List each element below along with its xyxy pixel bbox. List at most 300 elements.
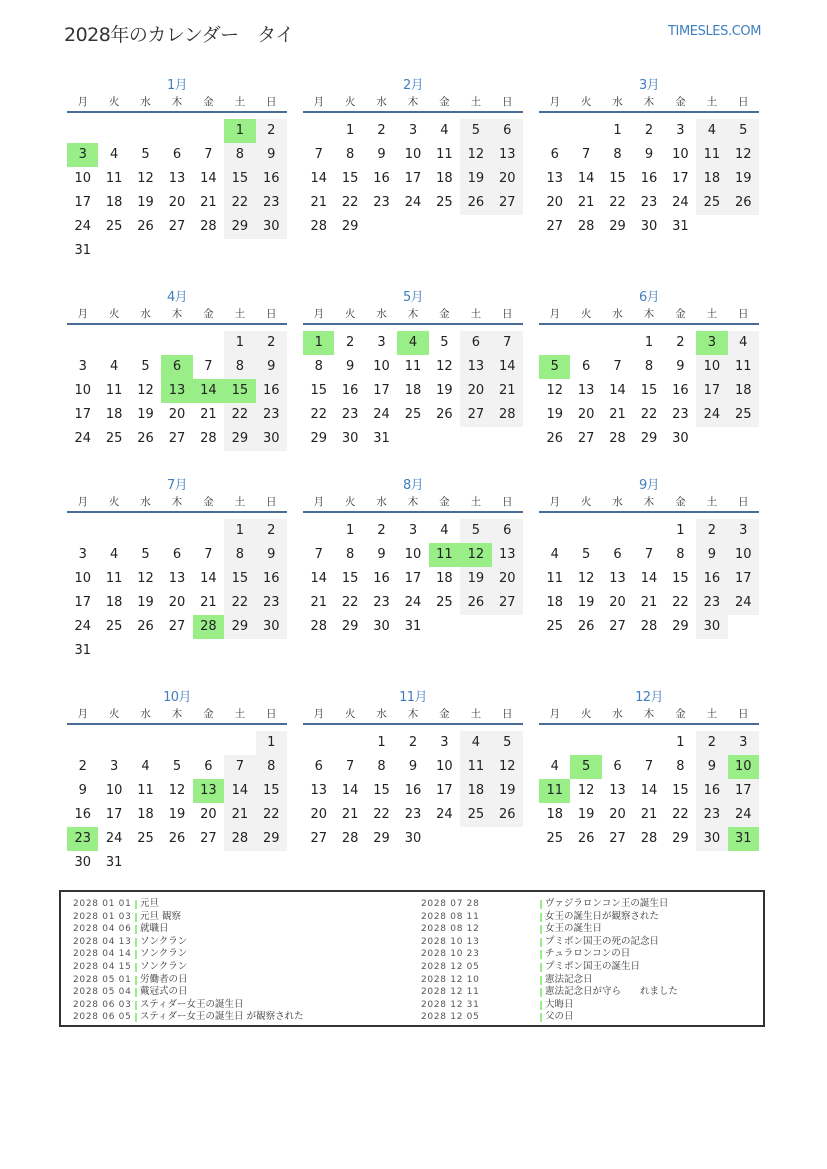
- holiday-day-cell[interactable]: 4: [397, 331, 428, 355]
- day-cell[interactable]: 20: [492, 167, 523, 191]
- day-cell[interactable]: 29: [310, 431, 327, 446]
- day-cell[interactable]: 15: [672, 783, 689, 798]
- day-cell[interactable]: 14: [224, 779, 255, 803]
- day-cell[interactable]: 13: [577, 383, 595, 398]
- day-cell[interactable]: 10: [436, 759, 453, 774]
- day-cell[interactable]: 29: [672, 831, 689, 846]
- day-cell[interactable]: 24: [728, 803, 759, 827]
- day-cell[interactable]: 2: [696, 731, 727, 755]
- day-cell[interactable]: 24: [672, 195, 689, 210]
- day-cell[interactable]: 6: [550, 147, 559, 162]
- day-cell[interactable]: 3: [676, 123, 685, 138]
- day-cell[interactable]: 11: [696, 143, 727, 167]
- day-cell[interactable]: 26: [168, 831, 186, 846]
- day-cell[interactable]: 3: [728, 519, 759, 543]
- day-cell[interactable]: 19: [137, 407, 154, 422]
- day-cell[interactable]: 22: [310, 407, 327, 422]
- day-cell[interactable]: 31: [373, 431, 390, 446]
- day-cell[interactable]: 18: [105, 195, 123, 210]
- day-cell[interactable]: 22: [224, 403, 255, 427]
- day-cell[interactable]: 18: [728, 379, 759, 403]
- day-cell[interactable]: 31: [404, 619, 422, 634]
- day-cell[interactable]: 14: [310, 571, 327, 586]
- day-cell[interactable]: 16: [696, 567, 727, 591]
- day-cell[interactable]: 13: [609, 571, 626, 586]
- day-cell[interactable]: 10: [404, 147, 422, 162]
- day-cell[interactable]: 13: [609, 783, 626, 798]
- day-cell[interactable]: 12: [137, 383, 154, 398]
- day-cell[interactable]: 30: [672, 431, 689, 446]
- day-cell[interactable]: 10: [373, 359, 390, 374]
- day-cell[interactable]: 12: [728, 143, 759, 167]
- day-cell[interactable]: 12: [577, 571, 595, 586]
- day-cell[interactable]: 11: [546, 571, 563, 586]
- day-cell[interactable]: 9: [408, 759, 418, 774]
- day-cell[interactable]: 26: [492, 803, 523, 827]
- day-cell[interactable]: 11: [460, 755, 491, 779]
- day-cell[interactable]: 25: [546, 831, 563, 846]
- day-cell[interactable]: 19: [436, 383, 453, 398]
- day-cell[interactable]: 19: [460, 167, 491, 191]
- day-cell[interactable]: 23: [256, 591, 287, 615]
- day-cell[interactable]: 21: [310, 595, 327, 610]
- day-cell[interactable]: 2: [78, 759, 87, 774]
- day-cell[interactable]: 11: [137, 783, 154, 798]
- day-cell[interactable]: 2: [676, 335, 685, 350]
- day-cell[interactable]: 29: [256, 827, 287, 851]
- holiday-day-cell[interactable]: 6: [161, 355, 192, 379]
- day-cell[interactable]: 28: [200, 219, 217, 234]
- holiday-day-cell[interactable]: 13: [161, 379, 192, 403]
- day-cell[interactable]: 12: [137, 571, 154, 586]
- day-cell[interactable]: 17: [436, 783, 453, 798]
- day-cell[interactable]: 23: [256, 403, 287, 427]
- day-cell[interactable]: 28: [310, 219, 327, 234]
- day-cell[interactable]: 27: [168, 431, 186, 446]
- day-cell[interactable]: 5: [141, 547, 150, 562]
- day-cell[interactable]: 24: [74, 619, 91, 634]
- day-cell[interactable]: 8: [377, 759, 386, 774]
- day-cell[interactable]: 27: [460, 403, 491, 427]
- day-cell[interactable]: 14: [200, 171, 217, 186]
- day-cell[interactable]: 6: [314, 759, 323, 774]
- day-cell[interactable]: 2: [408, 735, 418, 750]
- day-cell[interactable]: 3: [408, 523, 418, 538]
- day-cell[interactable]: 4: [440, 523, 449, 538]
- day-cell[interactable]: 9: [377, 547, 386, 562]
- day-cell[interactable]: 14: [640, 571, 658, 586]
- day-cell[interactable]: 15: [341, 571, 359, 586]
- day-cell[interactable]: 20: [168, 407, 186, 422]
- day-cell[interactable]: 26: [436, 407, 453, 422]
- day-cell[interactable]: 18: [436, 571, 453, 586]
- day-cell[interactable]: 30: [696, 827, 727, 851]
- day-cell[interactable]: 20: [310, 807, 327, 822]
- day-cell[interactable]: 12: [546, 383, 563, 398]
- day-cell[interactable]: 28: [200, 431, 217, 446]
- day-cell[interactable]: 14: [609, 383, 626, 398]
- day-cell[interactable]: 1: [676, 735, 685, 750]
- day-cell[interactable]: 2: [696, 519, 727, 543]
- day-cell[interactable]: 27: [609, 619, 626, 634]
- day-cell[interactable]: 1: [676, 523, 685, 538]
- holiday-day-cell[interactable]: 28: [193, 615, 224, 639]
- day-cell[interactable]: 16: [373, 571, 390, 586]
- day-cell[interactable]: 7: [204, 547, 213, 562]
- day-cell[interactable]: 7: [492, 331, 523, 355]
- day-cell[interactable]: 29: [640, 431, 658, 446]
- day-cell[interactable]: 11: [404, 359, 422, 374]
- day-cell[interactable]: 6: [204, 759, 213, 774]
- day-cell[interactable]: 28: [492, 403, 523, 427]
- day-cell[interactable]: 24: [105, 831, 123, 846]
- day-cell[interactable]: 11: [728, 355, 759, 379]
- day-cell[interactable]: 15: [672, 571, 689, 586]
- day-cell[interactable]: 8: [314, 359, 323, 374]
- day-cell[interactable]: 1: [613, 123, 622, 138]
- holiday-day-cell[interactable]: 13: [193, 779, 224, 803]
- holiday-day-cell[interactable]: 31: [728, 827, 759, 851]
- day-cell[interactable]: 26: [460, 191, 491, 215]
- day-cell[interactable]: 20: [492, 567, 523, 591]
- day-cell[interactable]: 14: [640, 783, 658, 798]
- day-cell[interactable]: 19: [577, 595, 595, 610]
- day-cell[interactable]: 8: [676, 547, 685, 562]
- day-cell[interactable]: 12: [460, 143, 491, 167]
- day-cell[interactable]: 28: [341, 831, 359, 846]
- day-cell[interactable]: 5: [492, 731, 523, 755]
- day-cell[interactable]: 10: [74, 171, 91, 186]
- day-cell[interactable]: 8: [345, 547, 355, 562]
- day-cell[interactable]: 16: [672, 383, 689, 398]
- day-cell[interactable]: 25: [546, 619, 563, 634]
- day-cell[interactable]: 2: [256, 331, 287, 355]
- day-cell[interactable]: 28: [577, 219, 595, 234]
- day-cell[interactable]: 23: [640, 195, 658, 210]
- day-cell[interactable]: 16: [74, 807, 91, 822]
- day-cell[interactable]: 27: [492, 591, 523, 615]
- day-cell[interactable]: 1: [377, 735, 386, 750]
- day-cell[interactable]: 25: [105, 431, 123, 446]
- holiday-day-cell[interactable]: 5: [570, 755, 601, 779]
- day-cell[interactable]: 9: [256, 543, 287, 567]
- day-cell[interactable]: 30: [696, 615, 727, 639]
- day-cell[interactable]: 8: [256, 755, 287, 779]
- day-cell[interactable]: 15: [373, 783, 390, 798]
- day-cell[interactable]: 2: [644, 123, 654, 138]
- day-cell[interactable]: 3: [408, 123, 418, 138]
- day-cell[interactable]: 18: [546, 595, 563, 610]
- day-cell[interactable]: 10: [404, 547, 422, 562]
- day-cell[interactable]: 21: [341, 807, 359, 822]
- day-cell[interactable]: 25: [460, 803, 491, 827]
- day-cell[interactable]: 25: [436, 595, 453, 610]
- day-cell[interactable]: 20: [200, 807, 217, 822]
- day-cell[interactable]: 19: [546, 407, 563, 422]
- day-cell[interactable]: 30: [256, 427, 287, 451]
- day-cell[interactable]: 10: [672, 147, 689, 162]
- day-cell[interactable]: 23: [404, 807, 422, 822]
- day-cell[interactable]: 31: [105, 855, 123, 870]
- day-cell[interactable]: 17: [728, 567, 759, 591]
- day-cell[interactable]: 25: [404, 407, 422, 422]
- day-cell[interactable]: 23: [373, 195, 390, 210]
- day-cell[interactable]: 6: [613, 759, 622, 774]
- day-cell[interactable]: 5: [460, 119, 491, 143]
- holiday-day-cell[interactable]: 11: [429, 543, 460, 567]
- day-cell[interactable]: 12: [577, 783, 595, 798]
- day-cell[interactable]: 14: [577, 171, 595, 186]
- day-cell[interactable]: 21: [640, 595, 658, 610]
- day-cell[interactable]: 17: [74, 595, 91, 610]
- day-cell[interactable]: 24: [728, 591, 759, 615]
- day-cell[interactable]: 5: [172, 759, 182, 774]
- day-cell[interactable]: 30: [256, 215, 287, 239]
- day-cell[interactable]: 6: [460, 331, 491, 355]
- day-cell[interactable]: 14: [341, 783, 359, 798]
- day-cell[interactable]: 12: [168, 783, 186, 798]
- day-cell[interactable]: 13: [168, 571, 186, 586]
- day-cell[interactable]: 4: [728, 331, 759, 355]
- day-cell[interactable]: 27: [200, 831, 217, 846]
- day-cell[interactable]: 21: [609, 407, 626, 422]
- day-cell[interactable]: 16: [373, 171, 390, 186]
- holiday-day-cell[interactable]: 1: [303, 331, 334, 355]
- day-cell[interactable]: 22: [609, 195, 626, 210]
- day-cell[interactable]: 7: [644, 759, 654, 774]
- day-cell[interactable]: 28: [224, 827, 255, 851]
- holiday-day-cell[interactable]: 12: [460, 543, 491, 567]
- day-cell[interactable]: 2: [377, 123, 386, 138]
- day-cell[interactable]: 28: [640, 619, 658, 634]
- day-cell[interactable]: 4: [109, 147, 119, 162]
- day-cell[interactable]: 21: [224, 803, 255, 827]
- day-cell[interactable]: 26: [137, 619, 154, 634]
- day-cell[interactable]: 21: [200, 407, 217, 422]
- day-cell[interactable]: 23: [672, 407, 689, 422]
- day-cell[interactable]: 4: [460, 731, 491, 755]
- day-cell[interactable]: 29: [373, 831, 390, 846]
- day-cell[interactable]: 23: [256, 191, 287, 215]
- day-cell[interactable]: 20: [609, 595, 626, 610]
- day-cell[interactable]: 15: [224, 567, 255, 591]
- day-cell[interactable]: 23: [341, 407, 359, 422]
- day-cell[interactable]: 29: [224, 615, 255, 639]
- day-cell[interactable]: 22: [672, 595, 689, 610]
- day-cell[interactable]: 9: [696, 755, 727, 779]
- day-cell[interactable]: 14: [310, 171, 327, 186]
- day-cell[interactable]: 21: [200, 595, 217, 610]
- day-cell[interactable]: 11: [105, 171, 123, 186]
- day-cell[interactable]: 1: [345, 123, 355, 138]
- day-cell[interactable]: 3: [377, 335, 386, 350]
- day-cell[interactable]: 7: [314, 547, 323, 562]
- day-cell[interactable]: 16: [256, 379, 287, 403]
- day-cell[interactable]: 21: [200, 195, 217, 210]
- holiday-day-cell[interactable]: 1: [224, 119, 255, 143]
- day-cell[interactable]: 31: [672, 219, 689, 234]
- day-cell[interactable]: 26: [577, 619, 595, 634]
- day-cell[interactable]: 7: [224, 755, 255, 779]
- day-cell[interactable]: 23: [696, 803, 727, 827]
- day-cell[interactable]: 18: [105, 407, 123, 422]
- day-cell[interactable]: 10: [74, 571, 91, 586]
- day-cell[interactable]: 7: [613, 359, 622, 374]
- day-cell[interactable]: 4: [109, 359, 119, 374]
- day-cell[interactable]: 3: [78, 547, 87, 562]
- day-cell[interactable]: 25: [728, 403, 759, 427]
- day-cell[interactable]: 4: [141, 759, 150, 774]
- day-cell[interactable]: 6: [172, 147, 182, 162]
- day-cell[interactable]: 5: [728, 119, 759, 143]
- day-cell[interactable]: 30: [373, 619, 390, 634]
- day-cell[interactable]: 13: [546, 171, 563, 186]
- day-cell[interactable]: 19: [168, 807, 186, 822]
- day-cell[interactable]: 4: [550, 547, 559, 562]
- day-cell[interactable]: 27: [168, 619, 186, 634]
- day-cell[interactable]: 20: [609, 807, 626, 822]
- day-cell[interactable]: 30: [74, 855, 91, 870]
- day-cell[interactable]: 1: [644, 335, 654, 350]
- day-cell[interactable]: 21: [577, 195, 595, 210]
- day-cell[interactable]: 7: [204, 147, 213, 162]
- day-cell[interactable]: 19: [137, 195, 154, 210]
- day-cell[interactable]: 5: [440, 335, 449, 350]
- day-cell[interactable]: 16: [404, 783, 422, 798]
- day-cell[interactable]: 8: [676, 759, 685, 774]
- day-cell[interactable]: 13: [492, 543, 523, 567]
- day-cell[interactable]: 29: [341, 619, 359, 634]
- day-cell[interactable]: 30: [640, 219, 658, 234]
- day-cell[interactable]: 7: [345, 759, 355, 774]
- day-cell[interactable]: 25: [105, 619, 123, 634]
- day-cell[interactable]: 2: [256, 119, 287, 143]
- day-cell[interactable]: 27: [609, 831, 626, 846]
- day-cell[interactable]: 13: [168, 171, 186, 186]
- day-cell[interactable]: 8: [224, 355, 255, 379]
- day-cell[interactable]: 4: [109, 547, 119, 562]
- day-cell[interactable]: 24: [74, 431, 91, 446]
- day-cell[interactable]: 20: [168, 195, 186, 210]
- day-cell[interactable]: 1: [224, 331, 255, 355]
- day-cell[interactable]: 26: [137, 431, 154, 446]
- day-cell[interactable]: 9: [676, 359, 685, 374]
- day-cell[interactable]: 28: [310, 619, 327, 634]
- day-cell[interactable]: 8: [644, 359, 654, 374]
- day-cell[interactable]: 22: [341, 195, 359, 210]
- day-cell[interactable]: 24: [436, 807, 453, 822]
- holiday-day-cell[interactable]: 15: [224, 379, 255, 403]
- day-cell[interactable]: 16: [256, 567, 287, 591]
- day-cell[interactable]: 18: [436, 171, 453, 186]
- day-cell[interactable]: 2: [256, 519, 287, 543]
- day-cell[interactable]: 2: [345, 335, 355, 350]
- day-cell[interactable]: 7: [204, 359, 213, 374]
- holiday-day-cell[interactable]: 11: [539, 779, 570, 803]
- day-cell[interactable]: 3: [728, 731, 759, 755]
- day-cell[interactable]: 24: [74, 219, 91, 234]
- brand-link[interactable]: TIMESLES.COM: [668, 24, 762, 39]
- day-cell[interactable]: 3: [109, 759, 119, 774]
- day-cell[interactable]: 17: [105, 807, 123, 822]
- day-cell[interactable]: 18: [105, 595, 123, 610]
- day-cell[interactable]: 14: [492, 355, 523, 379]
- holiday-day-cell[interactable]: 10: [728, 755, 759, 779]
- day-cell[interactable]: 22: [224, 191, 255, 215]
- day-cell[interactable]: 8: [224, 543, 255, 567]
- day-cell[interactable]: 21: [310, 195, 327, 210]
- day-cell[interactable]: 10: [105, 783, 123, 798]
- day-cell[interactable]: 16: [341, 383, 359, 398]
- day-cell[interactable]: 27: [577, 431, 595, 446]
- day-cell[interactable]: 22: [256, 803, 287, 827]
- day-cell[interactable]: 25: [436, 195, 453, 210]
- day-cell[interactable]: 12: [436, 359, 453, 374]
- holiday-day-cell[interactable]: 3: [696, 331, 727, 355]
- day-cell[interactable]: 10: [728, 543, 759, 567]
- day-cell[interactable]: 9: [78, 783, 87, 798]
- day-cell[interactable]: 13: [310, 783, 327, 798]
- day-cell[interactable]: 31: [74, 643, 91, 658]
- day-cell[interactable]: 16: [640, 171, 658, 186]
- day-cell[interactable]: 26: [137, 219, 154, 234]
- day-cell[interactable]: 29: [341, 219, 359, 234]
- day-cell[interactable]: 24: [373, 407, 390, 422]
- day-cell[interactable]: 26: [460, 591, 491, 615]
- day-cell[interactable]: 3: [78, 359, 87, 374]
- day-cell[interactable]: 8: [345, 147, 355, 162]
- day-cell[interactable]: 17: [404, 171, 422, 186]
- day-cell[interactable]: 7: [314, 147, 323, 162]
- day-cell[interactable]: 11: [105, 571, 123, 586]
- day-cell[interactable]: 21: [492, 379, 523, 403]
- day-cell[interactable]: 22: [672, 807, 689, 822]
- day-cell[interactable]: 12: [137, 171, 154, 186]
- day-cell[interactable]: 6: [492, 119, 523, 143]
- day-cell[interactable]: 11: [105, 383, 123, 398]
- day-cell[interactable]: 19: [137, 595, 154, 610]
- day-cell[interactable]: 16: [696, 779, 727, 803]
- day-cell[interactable]: 20: [577, 407, 595, 422]
- day-cell[interactable]: 26: [546, 431, 563, 446]
- day-cell[interactable]: 7: [644, 547, 654, 562]
- day-cell[interactable]: 20: [460, 379, 491, 403]
- day-cell[interactable]: 1: [224, 519, 255, 543]
- day-cell[interactable]: 2: [377, 523, 386, 538]
- day-cell[interactable]: 30: [341, 431, 359, 446]
- day-cell[interactable]: 19: [492, 779, 523, 803]
- day-cell[interactable]: 15: [224, 167, 255, 191]
- day-cell[interactable]: 22: [341, 595, 359, 610]
- day-cell[interactable]: 10: [74, 383, 91, 398]
- day-cell[interactable]: 15: [341, 171, 359, 186]
- day-cell[interactable]: 12: [492, 755, 523, 779]
- holiday-day-cell[interactable]: 23: [67, 827, 98, 851]
- day-cell[interactable]: 9: [377, 147, 386, 162]
- day-cell[interactable]: 26: [728, 191, 759, 215]
- day-cell[interactable]: 7: [581, 147, 591, 162]
- day-cell[interactable]: 5: [581, 547, 591, 562]
- day-cell[interactable]: 1: [256, 731, 287, 755]
- holiday-day-cell[interactable]: 14: [193, 379, 224, 403]
- day-cell[interactable]: 19: [728, 167, 759, 191]
- day-cell[interactable]: 6: [492, 519, 523, 543]
- day-cell[interactable]: 27: [310, 831, 327, 846]
- day-cell[interactable]: 6: [172, 547, 182, 562]
- day-cell[interactable]: 8: [224, 143, 255, 167]
- day-cell[interactable]: 17: [74, 195, 91, 210]
- day-cell[interactable]: 9: [256, 143, 287, 167]
